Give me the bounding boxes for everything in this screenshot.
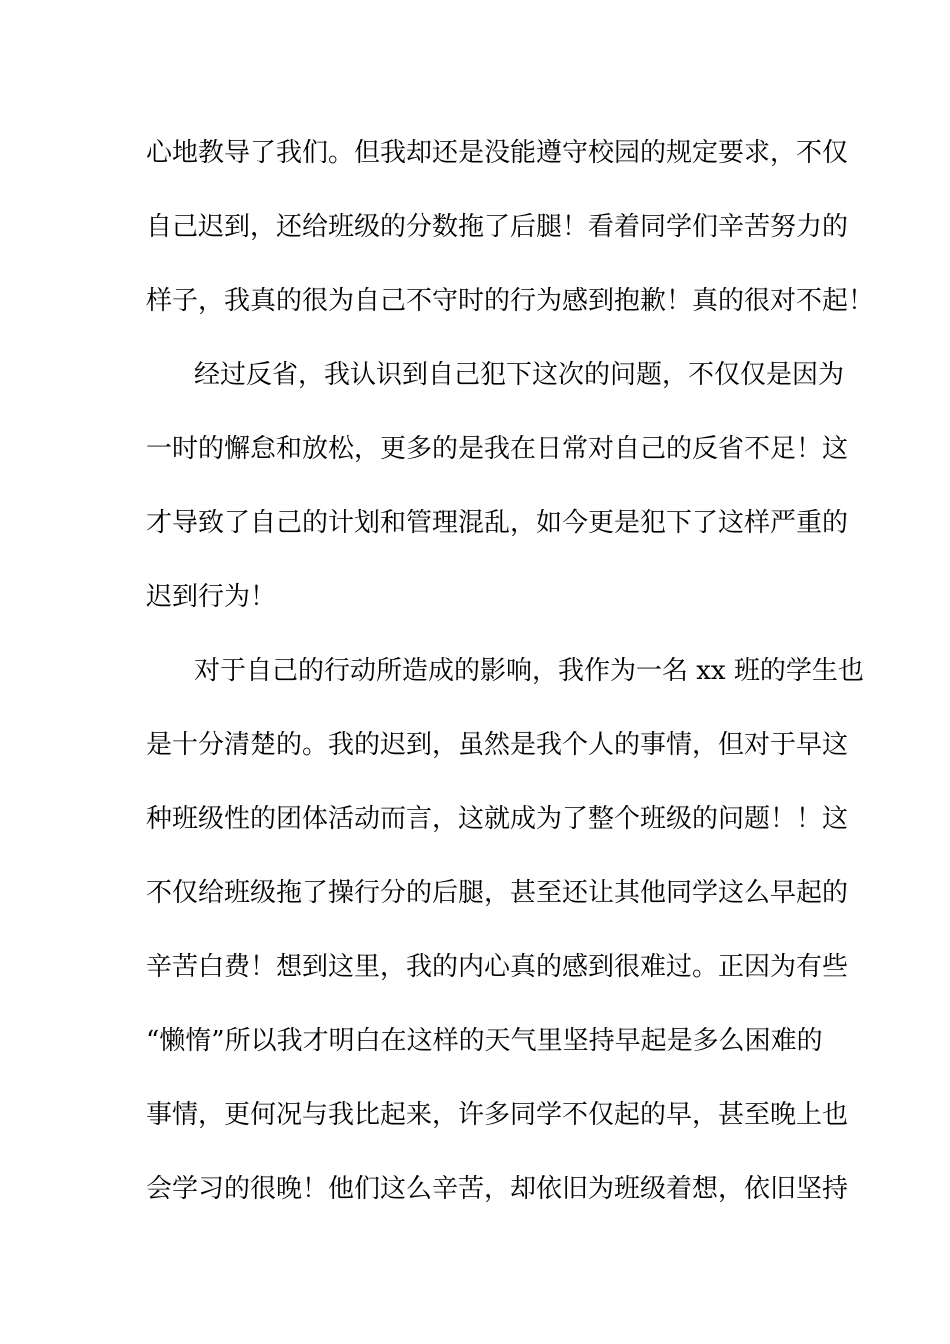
text-line: 样子，我真的很为自己不守时的行为感到抱歉！真的很对不起！	[146, 286, 875, 316]
text-line: 心地教导了我们。但我却还是没能遵守校园的规定要求，不仅	[146, 138, 849, 168]
paragraph-start-line: 对于自己的行动所造成的影响，我作为一名 xx 班的学生也	[194, 656, 864, 686]
paragraph-start-line: 经过反省，我认识到自己犯下这次的问题，不仅仅是因为	[194, 360, 845, 390]
text-line: 会学习的很晚！他们这么辛苦，却依旧为班级着想，依旧坚持	[146, 1174, 849, 1204]
text-line: 事情，更何况与我比起来，许多同学不仅起的早，甚至晚上也	[146, 1100, 849, 1130]
text-line: 才导致了自己的计划和管理混乱，如今更是犯下了这样严重的	[146, 508, 849, 538]
text-line: 一时的懈怠和放松，更多的是我在日常对自己的反省不足！这	[146, 434, 849, 464]
text-line: 不仅给班级拖了操行分的后腿，甚至还让其他同学这么早起的	[146, 878, 849, 908]
body-text	[146, 127, 875, 1237]
text-line: 是十分清楚的。我的迟到，虽然是我个人的事情，但对于早这	[146, 730, 849, 760]
text-line: 迟到行为！	[146, 582, 277, 612]
text-line: “懒惰”所以我才明白在这样的天气里坚持早起是多么困难的	[146, 1026, 823, 1056]
text-line: 自己迟到，还给班级的分数拖了后腿！看着同学们辛苦努力的	[146, 212, 849, 242]
text-line: 种班级性的团体活动而言，这就成为了整个班级的问题！！这	[146, 804, 849, 834]
text-line: 辛苦白费！想到这里，我的内心真的感到很难过。正因为有些	[146, 952, 849, 982]
